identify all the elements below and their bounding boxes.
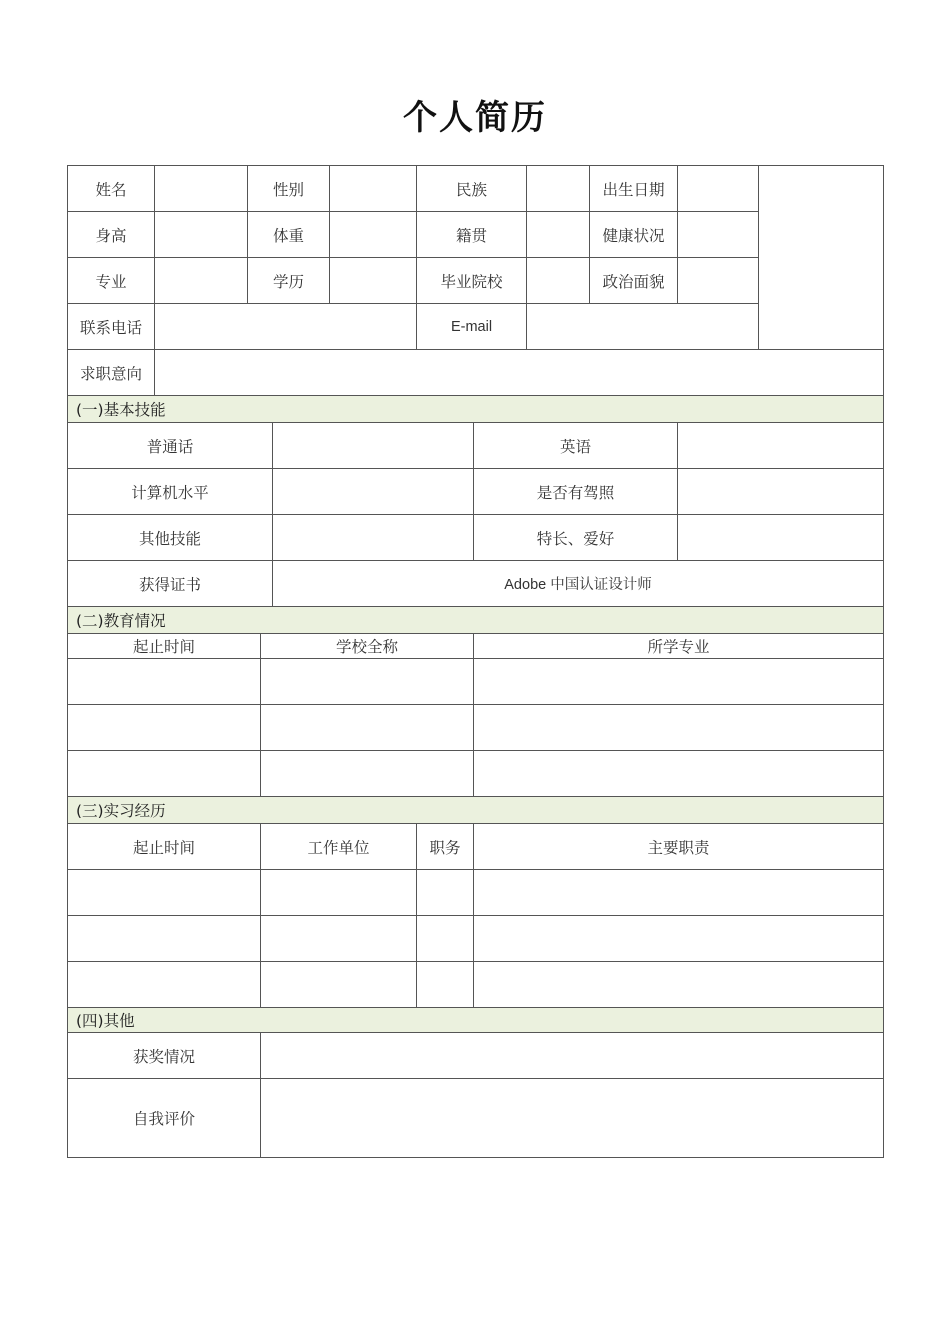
education-school-cell[interactable] bbox=[261, 751, 474, 797]
other-header-row bbox=[68, 1008, 884, 1033]
internship-duties-cell[interactable] bbox=[474, 870, 884, 916]
internship-employer-cell[interactable] bbox=[261, 962, 417, 1008]
email-label: E-mail bbox=[417, 304, 527, 350]
education-school-cell[interactable] bbox=[261, 659, 474, 705]
education-period-cell[interactable] bbox=[68, 751, 261, 797]
skills-row-4 bbox=[68, 561, 884, 607]
education-period-cell[interactable] bbox=[68, 659, 261, 705]
weight-input[interactable] bbox=[330, 212, 417, 258]
table-row bbox=[68, 870, 884, 916]
other-section-header: (四)其他 bbox=[68, 1008, 884, 1033]
weight-label: 体重 bbox=[248, 212, 330, 258]
license-input[interactable] bbox=[678, 469, 884, 515]
birthdate-input[interactable] bbox=[678, 166, 759, 212]
education-major-cell[interactable] bbox=[474, 751, 884, 797]
internship-employer-cell[interactable] bbox=[261, 870, 417, 916]
table-row bbox=[68, 659, 884, 705]
political-label: 政治面貌 bbox=[590, 258, 678, 304]
certificate-value[interactable]: Adobe 中国认证设计师 bbox=[273, 561, 884, 607]
internship-columns-row bbox=[68, 824, 884, 870]
resume-table bbox=[67, 165, 884, 1158]
internship-period-cell[interactable] bbox=[68, 870, 261, 916]
skills-row-2 bbox=[68, 469, 884, 515]
education-col-school: 学校全称 bbox=[261, 634, 474, 659]
major-input[interactable] bbox=[155, 258, 248, 304]
objective-row bbox=[68, 350, 884, 396]
name-label: 姓名 bbox=[68, 166, 155, 212]
height-label: 身高 bbox=[68, 212, 155, 258]
objective-label: 求职意向 bbox=[68, 350, 155, 396]
hometown-input[interactable] bbox=[527, 212, 590, 258]
other-skills-label: 其他技能 bbox=[68, 515, 273, 561]
self-eval-row bbox=[68, 1079, 884, 1158]
internship-col-employer: 工作单位 bbox=[261, 824, 417, 870]
education-section-header: (二)教育情况 bbox=[68, 607, 884, 634]
table-row bbox=[68, 705, 884, 751]
phone-label: 联系电话 bbox=[68, 304, 155, 350]
skills-row-1 bbox=[68, 423, 884, 469]
education-period-cell[interactable] bbox=[68, 705, 261, 751]
education-columns-row bbox=[68, 634, 884, 659]
email-input[interactable] bbox=[527, 304, 759, 350]
self-eval-input[interactable] bbox=[261, 1079, 884, 1158]
license-label: 是否有驾照 bbox=[474, 469, 678, 515]
education-major-cell[interactable] bbox=[474, 659, 884, 705]
birthdate-label: 出生日期 bbox=[590, 166, 678, 212]
internship-period-cell[interactable] bbox=[68, 916, 261, 962]
hobby-input[interactable] bbox=[678, 515, 884, 561]
photo-area[interactable] bbox=[759, 166, 884, 350]
other-skills-input[interactable] bbox=[273, 515, 474, 561]
page-title: 个人简历 bbox=[403, 98, 547, 138]
internship-position-cell[interactable] bbox=[417, 870, 474, 916]
internship-position-cell[interactable] bbox=[417, 916, 474, 962]
internship-duties-cell[interactable] bbox=[474, 916, 884, 962]
education-major-cell[interactable] bbox=[474, 705, 884, 751]
name-input[interactable] bbox=[155, 166, 248, 212]
education-level-label: 学历 bbox=[248, 258, 330, 304]
computer-input[interactable] bbox=[273, 469, 474, 515]
table-row bbox=[68, 916, 884, 962]
internship-employer-cell[interactable] bbox=[261, 916, 417, 962]
education-header-row bbox=[68, 607, 884, 634]
awards-label: 获奖情况 bbox=[68, 1033, 261, 1079]
basic-row-1 bbox=[68, 166, 884, 212]
height-input[interactable] bbox=[155, 212, 248, 258]
mandarin-label: 普通话 bbox=[68, 423, 273, 469]
gender-label: 性别 bbox=[248, 166, 330, 212]
hobby-label: 特长、爱好 bbox=[474, 515, 678, 561]
health-label: 健康状况 bbox=[590, 212, 678, 258]
skills-section-header: (一)基本技能 bbox=[68, 396, 884, 423]
gender-input[interactable] bbox=[330, 166, 417, 212]
education-school-cell[interactable] bbox=[261, 705, 474, 751]
health-input[interactable] bbox=[678, 212, 759, 258]
internship-duties-cell[interactable] bbox=[474, 962, 884, 1008]
mandarin-input[interactable] bbox=[273, 423, 474, 469]
political-input[interactable] bbox=[678, 258, 759, 304]
certificate-label: 获得证书 bbox=[68, 561, 273, 607]
internship-position-cell[interactable] bbox=[417, 962, 474, 1008]
internship-col-period: 起止时间 bbox=[68, 824, 261, 870]
awards-row bbox=[68, 1033, 884, 1079]
objective-input[interactable] bbox=[155, 350, 884, 396]
ethnicity-label: 民族 bbox=[417, 166, 527, 212]
major-label: 专业 bbox=[68, 258, 155, 304]
awards-input[interactable] bbox=[261, 1033, 884, 1079]
ethnicity-input[interactable] bbox=[527, 166, 590, 212]
hometown-label: 籍贯 bbox=[417, 212, 527, 258]
phone-input[interactable] bbox=[155, 304, 417, 350]
internship-col-position: 职务 bbox=[417, 824, 474, 870]
internship-section-header: (三)实习经历 bbox=[68, 797, 884, 824]
education-col-major: 所学专业 bbox=[474, 634, 884, 659]
skills-header-row bbox=[68, 396, 884, 423]
school-label: 毕业院校 bbox=[417, 258, 527, 304]
table-row bbox=[68, 962, 884, 1008]
education-col-period: 起止时间 bbox=[68, 634, 261, 659]
self-eval-label: 自我评价 bbox=[68, 1079, 261, 1158]
school-input[interactable] bbox=[527, 258, 590, 304]
english-input[interactable] bbox=[678, 423, 884, 469]
internship-header-row bbox=[68, 797, 884, 824]
table-row bbox=[68, 751, 884, 797]
education-level-input[interactable] bbox=[330, 258, 417, 304]
internship-col-duties: 主要职责 bbox=[474, 824, 884, 870]
skills-row-3 bbox=[68, 515, 884, 561]
computer-label: 计算机水平 bbox=[68, 469, 273, 515]
english-label: 英语 bbox=[474, 423, 678, 469]
internship-period-cell[interactable] bbox=[68, 962, 261, 1008]
